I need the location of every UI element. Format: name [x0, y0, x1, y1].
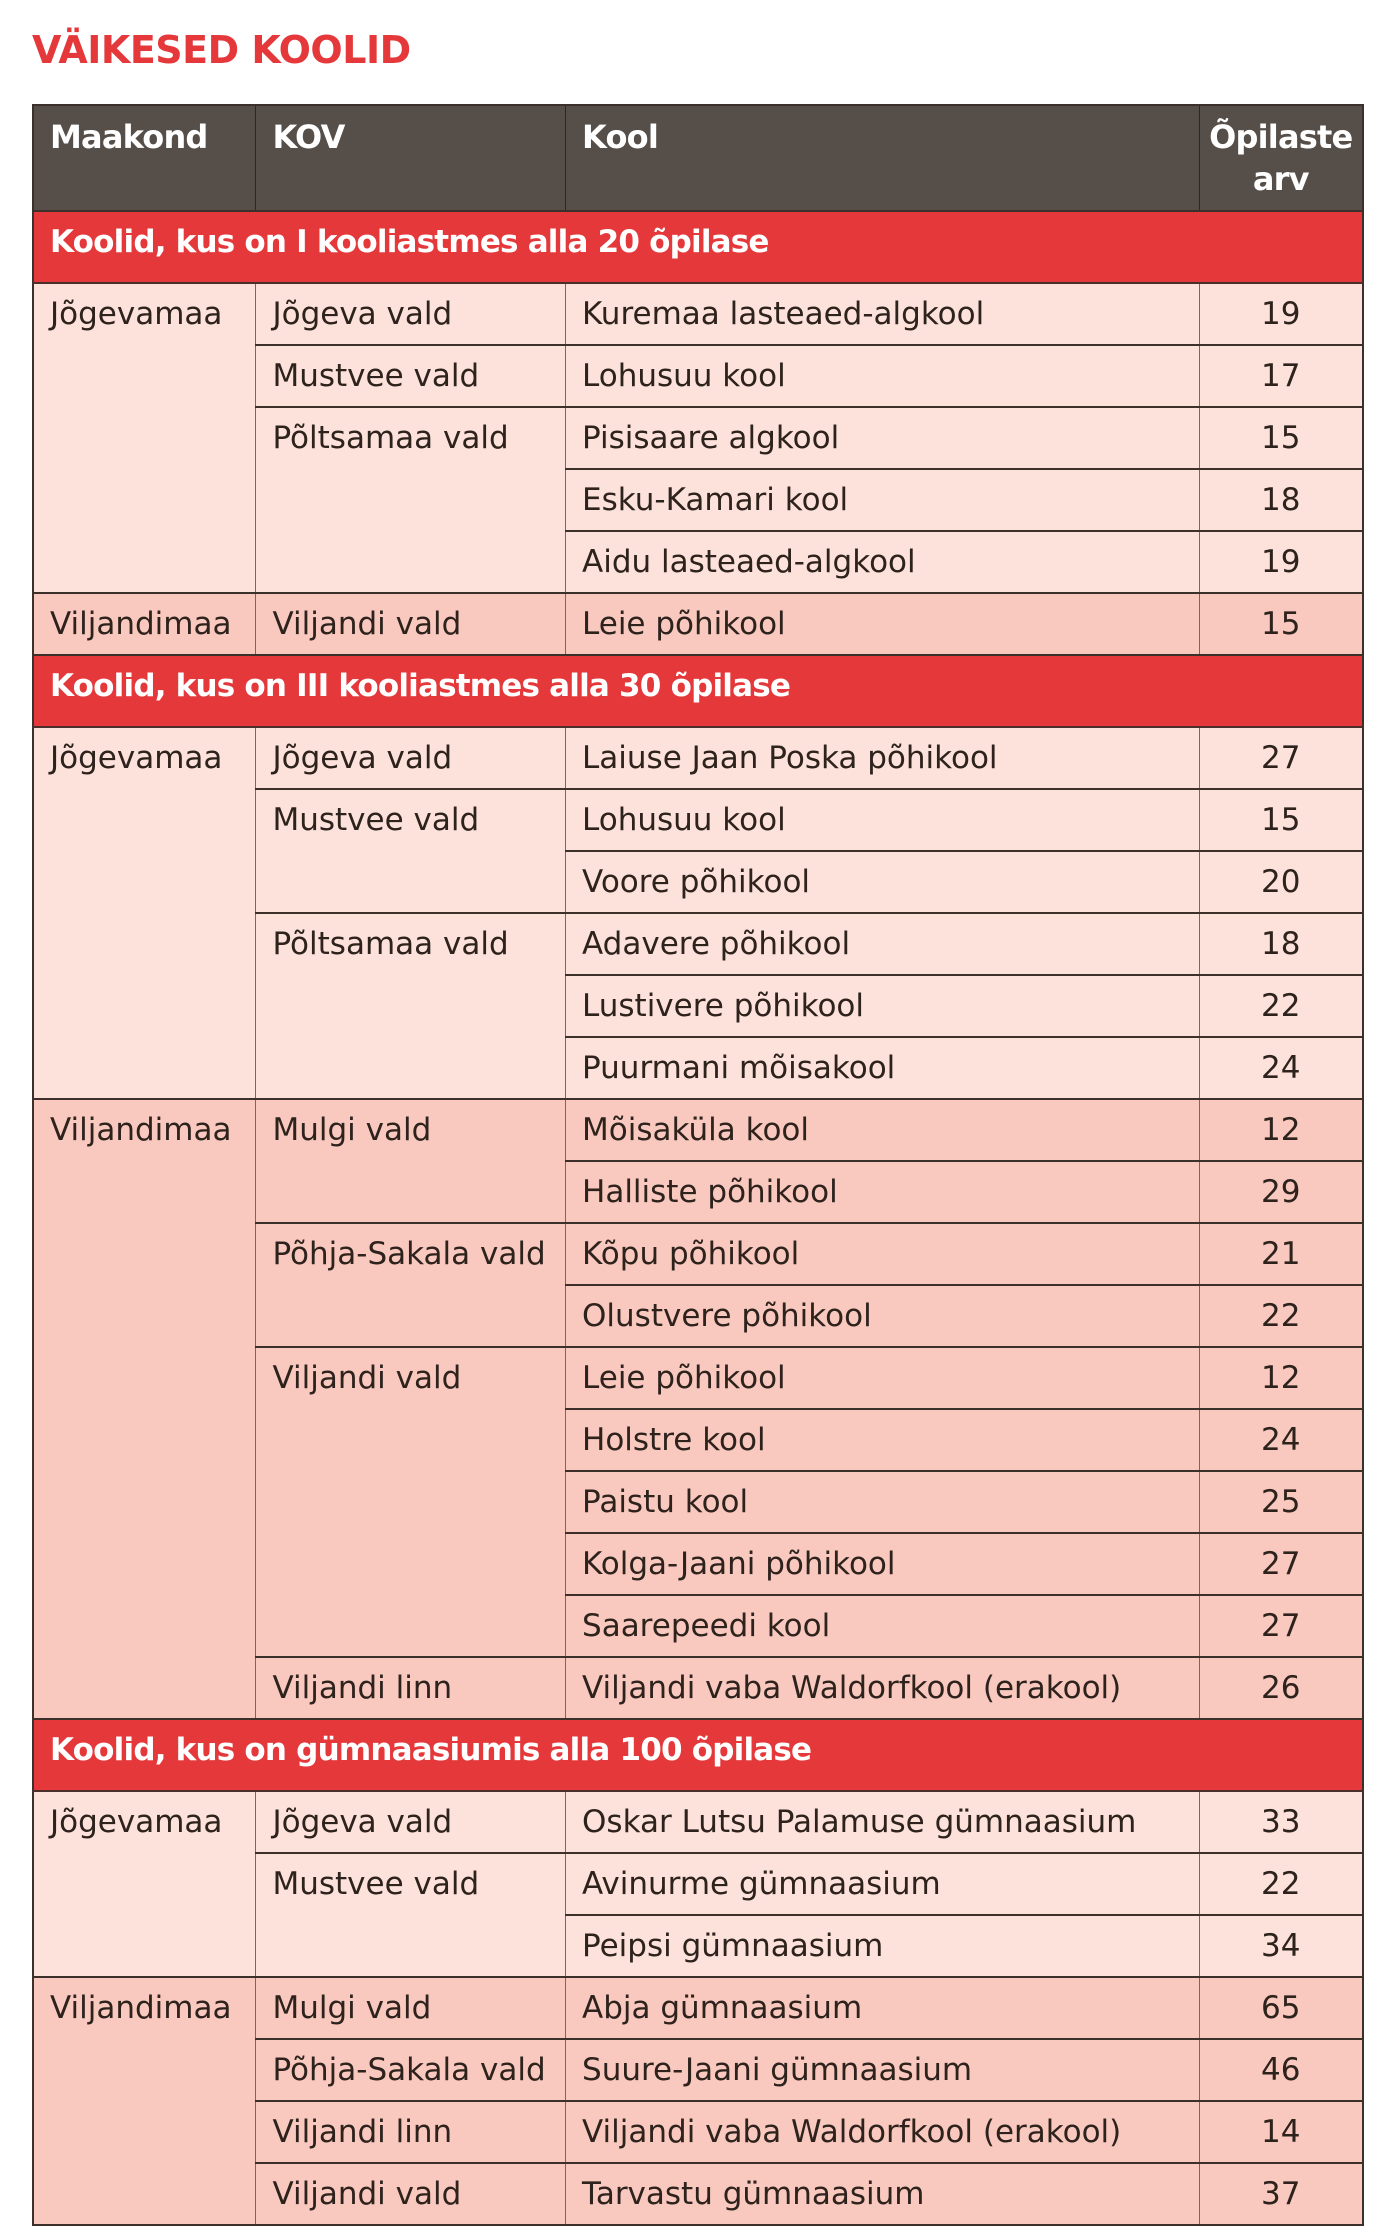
kov-cell: Viljandi vald — [256, 1347, 566, 1657]
arv-cell: 27 — [1199, 1533, 1363, 1595]
arv-cell: 19 — [1199, 531, 1363, 593]
kov-cell: Põhja-Sakala vald — [256, 1223, 566, 1347]
maakond-cell: Viljandimaa — [33, 593, 256, 655]
kool-cell: Leie põhikool — [566, 593, 1199, 655]
kool-cell: Oskar Lutsu Palamuse gümnaasium — [566, 1791, 1199, 1853]
arv-cell: 19 — [1199, 283, 1363, 345]
arv-cell: 27 — [1199, 727, 1363, 789]
section-heading-row — [33, 655, 1363, 727]
arv-cell: 29 — [1199, 1161, 1363, 1223]
arv-cell: 22 — [1199, 1285, 1363, 1347]
arv-cell: 12 — [1199, 1099, 1363, 1161]
kool-cell: Esku-Kamari kool — [566, 469, 1199, 531]
section-heading: Koolid, kus on I kooliastmes alla 20 õpilase — [33, 211, 1363, 283]
header-kool: Kool — [566, 105, 1199, 211]
table-row — [33, 283, 1363, 345]
arv-cell: 15 — [1199, 407, 1363, 469]
arv-cell: 37 — [1199, 2163, 1363, 2225]
kool-cell: Aidu lasteaed-algkool — [566, 531, 1199, 593]
kool-cell: Laiuse Jaan Poska põhikool — [566, 727, 1199, 789]
arv-cell: 65 — [1199, 1977, 1363, 2039]
arv-cell: 18 — [1199, 469, 1363, 531]
small-schools-table — [32, 104, 1364, 2226]
kov-cell: Jõgeva vald — [256, 1791, 566, 1853]
kool-cell: Adavere põhikool — [566, 913, 1199, 975]
arv-cell: 14 — [1199, 2101, 1363, 2163]
kool-cell: Abja gümnaasium — [566, 1977, 1199, 2039]
kool-cell: Holstre kool — [566, 1409, 1199, 1471]
arv-cell: 22 — [1199, 975, 1363, 1037]
kool-cell: Viljandi vaba Waldorfkool (erakool) — [566, 2101, 1199, 2163]
kool-cell: Lohusuu kool — [566, 789, 1199, 851]
table-row — [33, 1099, 1363, 1161]
table-header-row — [33, 105, 1363, 211]
kool-cell: Saarepeedi kool — [566, 1595, 1199, 1657]
arv-cell: 12 — [1199, 1347, 1363, 1409]
header-kov: KOV — [256, 105, 566, 211]
kool-cell: Suure-Jaani gümnaasium — [566, 2039, 1199, 2101]
kov-cell: Mulgi vald — [256, 1977, 566, 2039]
section-heading: Koolid, kus on gümnaasiumis alla 100 õpilase — [33, 1719, 1363, 1791]
kool-cell: Tarvastu gümnaasium — [566, 2163, 1199, 2225]
kool-cell: Lohusuu kool — [566, 345, 1199, 407]
table-row — [33, 1977, 1363, 2039]
arv-cell: 24 — [1199, 1409, 1363, 1471]
arv-cell: 22 — [1199, 1853, 1363, 1915]
arv-cell: 20 — [1199, 851, 1363, 913]
page-title: VÄIKESED KOOLID — [32, 28, 411, 72]
arv-cell: 27 — [1199, 1595, 1363, 1657]
kov-cell: Mustvee vald — [256, 1853, 566, 1977]
section-heading-row — [33, 1719, 1363, 1791]
kool-cell: Mõisaküla kool — [566, 1099, 1199, 1161]
maakond-cell: Viljandimaa — [33, 1977, 256, 2225]
table-row — [33, 1791, 1363, 1853]
kov-cell: Jõgeva vald — [256, 727, 566, 789]
header-maakond: Maakond — [33, 105, 256, 211]
arv-cell: 15 — [1199, 593, 1363, 655]
arv-cell: 18 — [1199, 913, 1363, 975]
arv-cell: 17 — [1199, 345, 1363, 407]
kool-cell: Paistu kool — [566, 1471, 1199, 1533]
maakond-cell: Jõgevamaa — [33, 283, 256, 593]
kool-cell: Peipsi gümnaasium — [566, 1915, 1199, 1977]
kov-cell: Mustvee vald — [256, 345, 566, 407]
kov-cell: Jõgeva vald — [256, 283, 566, 345]
kov-cell: Põhja-Sakala vald — [256, 2039, 566, 2101]
kov-cell: Mulgi vald — [256, 1099, 566, 1223]
kov-cell: Põltsamaa vald — [256, 407, 566, 593]
kool-cell: Kuremaa lasteaed-algkool — [566, 283, 1199, 345]
kool-cell: Voore põhikool — [566, 851, 1199, 913]
kov-cell: Viljandi vald — [256, 2163, 566, 2225]
kool-cell: Leie põhikool — [566, 1347, 1199, 1409]
arv-cell: 33 — [1199, 1791, 1363, 1853]
kool-cell: Avinurme gümnaasium — [566, 1853, 1199, 1915]
maakond-cell: Jõgevamaa — [33, 727, 256, 1099]
kov-cell: Mustvee vald — [256, 789, 566, 913]
arv-cell: 25 — [1199, 1471, 1363, 1533]
arv-cell: 15 — [1199, 789, 1363, 851]
kool-cell: Pisisaare algkool — [566, 407, 1199, 469]
table-row — [33, 593, 1363, 655]
maakond-cell: Viljandimaa — [33, 1099, 256, 1719]
arv-cell: 46 — [1199, 2039, 1363, 2101]
section-heading-row — [33, 211, 1363, 283]
kov-cell: Viljandi linn — [256, 2101, 566, 2163]
kool-cell: Viljandi vaba Waldorfkool (erakool) — [566, 1657, 1199, 1719]
header-opilaste-arv: Õpilaste arv — [1199, 105, 1363, 211]
table-row — [33, 727, 1363, 789]
kov-cell: Põltsamaa vald — [256, 913, 566, 1099]
arv-cell: 26 — [1199, 1657, 1363, 1719]
kool-cell: Kõpu põhikool — [566, 1223, 1199, 1285]
kool-cell: Puurmani mõisakool — [566, 1037, 1199, 1099]
kool-cell: Halliste põhikool — [566, 1161, 1199, 1223]
arv-cell: 34 — [1199, 1915, 1363, 1977]
maakond-cell: Jõgevamaa — [33, 1791, 256, 1977]
kool-cell: Olustvere põhikool — [566, 1285, 1199, 1347]
kool-cell: Lustivere põhikool — [566, 975, 1199, 1037]
arv-cell: 21 — [1199, 1223, 1363, 1285]
kov-cell: Viljandi vald — [256, 593, 566, 655]
section-heading: Koolid, kus on III kooliastmes alla 30 õpilase — [33, 655, 1363, 727]
kov-cell: Viljandi linn — [256, 1657, 566, 1719]
kool-cell: Kolga-Jaani põhikool — [566, 1533, 1199, 1595]
arv-cell: 24 — [1199, 1037, 1363, 1099]
